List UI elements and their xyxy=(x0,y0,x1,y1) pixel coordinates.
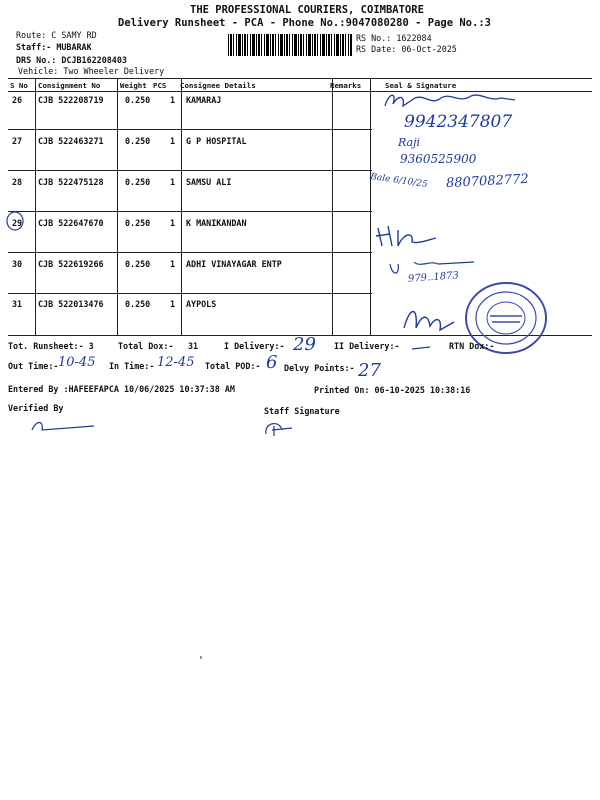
row-sno: 27 xyxy=(12,136,23,146)
row-pcs: 1 xyxy=(170,299,176,309)
rs-number: RS No.: 1622084 xyxy=(356,33,432,43)
row-consignment: CJB 522619266 xyxy=(38,259,104,269)
total-pod-label: Total POD:- xyxy=(205,361,261,371)
col-divider xyxy=(35,78,36,335)
rs-date: RS Date: 06-Oct-2025 xyxy=(356,44,457,54)
i-delivery-value: 29 xyxy=(293,334,316,355)
row-consignee: K MANIKANDAN xyxy=(186,218,247,228)
in-time-label: In Time:- xyxy=(109,361,155,371)
col-divider xyxy=(332,78,333,335)
verified-by-signature xyxy=(28,418,98,434)
row-weight: 0.250 xyxy=(125,177,151,187)
row-weight: 0.250 xyxy=(125,299,151,309)
signature-phone-28: 8807082772 xyxy=(445,171,530,192)
row-pcs: 1 xyxy=(170,95,176,105)
signature-row-26 xyxy=(375,88,525,114)
col-header-remarks: Remarks xyxy=(330,81,362,90)
row-pcs: 1 xyxy=(170,177,176,187)
runsheet-subtitle: Delivery Runsheet - PCA - Phone No.:9047080280 - Page No.:3 xyxy=(118,17,491,29)
row-divider xyxy=(8,293,372,294)
signature-phone-26: 9942347807 xyxy=(404,112,513,132)
rtn-dox-label: RTN Dox:- xyxy=(449,341,495,351)
col-divider xyxy=(181,78,182,335)
total-dox-value: 31 xyxy=(188,341,199,351)
row-consignee: G P HOSPITAL xyxy=(186,136,247,146)
signature-row-29 xyxy=(372,222,442,250)
row-pcs: 1 xyxy=(170,259,176,269)
row-weight: 0.250 xyxy=(125,95,151,105)
row-divider xyxy=(8,129,372,130)
vehicle-label: Vehicle: Two Wheeler Delivery xyxy=(18,66,165,76)
row-consignee: ADHI VINAYAGAR ENTP xyxy=(186,259,282,269)
out-time-value: 10-45 xyxy=(58,355,96,370)
row-weight: 0.250 xyxy=(125,259,151,269)
delvy-points-label: Delvy Points:- xyxy=(284,363,355,373)
total-pod-value: 6 xyxy=(266,352,278,373)
paper-speck xyxy=(200,656,202,659)
col-divider xyxy=(370,78,371,335)
dash-mark xyxy=(410,344,432,352)
signature-name-27: Raji xyxy=(398,136,421,149)
col-header-weight: Weight xyxy=(120,81,147,90)
printed-on: Printed On: 06-10-2025 10:38:16 xyxy=(314,385,471,395)
row-consignment: CJB 522463271 xyxy=(38,136,104,146)
row-sno: 26 xyxy=(12,95,23,105)
total-runsheet: Tot. Runsheet:- 3 xyxy=(8,341,94,351)
signature-row-31 xyxy=(400,300,460,336)
row-consignee: SAMSU ALI xyxy=(186,177,232,187)
row-consignment: CJB 522208719 xyxy=(38,95,104,105)
row-pcs: 1 xyxy=(170,136,176,146)
table-top-border xyxy=(8,78,592,79)
row-sno: 31 xyxy=(12,299,23,309)
ii-delivery-label: II Delivery:- xyxy=(334,341,400,351)
staff-signature xyxy=(262,418,302,438)
staff-signature-label: Staff Signature xyxy=(264,406,340,416)
col-header-pcs: PCS xyxy=(153,81,167,90)
handwritten-circle-mark xyxy=(5,210,27,232)
row-sno: 29 xyxy=(12,218,23,228)
row-consignment: CJB 522475128 xyxy=(38,177,104,187)
route-label: Route: C SAMY RD xyxy=(16,30,97,40)
row-divider xyxy=(8,170,372,171)
col-header-signature: Seal & Signature xyxy=(385,81,457,90)
col-header-sno: S No xyxy=(10,81,28,90)
row-sno: 28 xyxy=(12,177,23,187)
row-weight: 0.250 xyxy=(125,136,151,146)
entered-by: Entered By :HAFEEFAPCA 10/06/2025 10:37:38 AM xyxy=(8,384,235,394)
row-consignment: CJB 522647670 xyxy=(38,218,104,228)
verified-by-label: Verified By xyxy=(8,403,64,413)
row-consignee: KAMARAJ xyxy=(186,95,222,105)
signature-date-28: Bale 6/10/25 xyxy=(369,172,429,190)
row-divider xyxy=(8,211,372,212)
row-consignment: CJB 522013476 xyxy=(38,299,104,309)
out-time-label: Out Time:- xyxy=(8,361,59,371)
i-delivery-label: I Delivery:- xyxy=(224,341,285,351)
barcode xyxy=(228,34,352,56)
total-dox-label: Total Dox:- xyxy=(118,341,174,351)
staff-label: Staff:- MUBARAK xyxy=(16,42,92,52)
in-time-value: 12-45 xyxy=(157,355,195,370)
company-title: THE PROFESSIONAL COURIERS, COIMBATORE xyxy=(190,4,424,16)
row-divider xyxy=(8,252,372,253)
signature-phone-27: 9360525900 xyxy=(400,152,477,166)
row-pcs: 1 xyxy=(170,218,176,228)
col-header-consignment: Consignment No xyxy=(38,81,101,90)
signature-phone-30: 979..1873 xyxy=(407,270,460,285)
drs-number: DRS No.: DCJB162208403 xyxy=(16,55,127,65)
row-sno: 30 xyxy=(12,259,23,269)
col-divider xyxy=(117,78,118,335)
row-weight: 0.250 xyxy=(125,218,151,228)
delvy-points-value: 27 xyxy=(358,360,381,381)
row-consignee: AYPOLS xyxy=(186,299,217,309)
col-header-consignee: Consignee Details xyxy=(180,81,256,90)
